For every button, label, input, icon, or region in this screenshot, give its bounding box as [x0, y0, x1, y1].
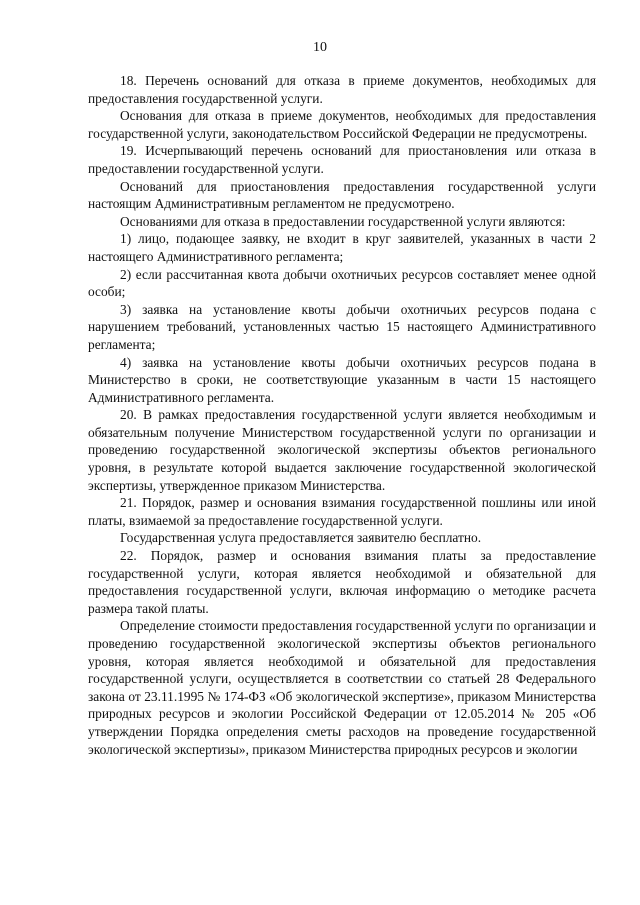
paragraph: Основания для отказа в приеме документов, необходимых для предоставления государственной услуги, законодательством Российской Федерации не предусмотрены.	[88, 108, 596, 141]
paragraph-19-heading: 19. Исчерпывающий перечень оснований для приостановления или отказа в предоставлении государственной услуги.	[88, 143, 596, 176]
document-body	[88, 72, 596, 758]
list-item: 3) заявка на установление квоты добычи охотничьих ресурсов подана с нарушением требований, установленных частью 15 настоящего Административного регламента;	[88, 301, 596, 352]
list-item: 2) если рассчитанная квота добычи охотничьих ресурсов составляет менее одной особи;	[88, 266, 596, 300]
list-item: 1) лицо, подающее заявку, не входит в круг заявителей, указанных в части 2 настоящего Административного регламента;	[88, 231, 596, 264]
paragraph-20: 20. В рамках предоставления государственной услуги является необходимым и обязательным получение Министерством государственной услуги по организации и проведению государственной экологической экспертизы объектов регионального уровня, в результате которой выдается заключение государственной экологической экспертизы, утвержденное приказом Министерства.	[88, 407, 596, 493]
paragraph: Государственная услуга предоставляется заявителю бесплатно.	[120, 530, 482, 546]
paragraph: Основаниями для отказа в предоставлении государственной услуги являются:	[120, 213, 566, 229]
page-number: 10	[313, 40, 327, 55]
paragraph-22-heading: 22. Порядок, размер и основания взимания платы за предоставление государственной услуги, которая является необходимой и обязательной для предоставления государственной услуги, включая информацию о методике расчета размера такой платы.	[88, 548, 596, 616]
list-item: 4) заявка на установление квоты добычи охотничьих ресурсов подана в Министерство в сроки, не соответствующие указанным в части 15 настоящего Административного регламента.	[88, 354, 596, 405]
paragraph-21-heading: 21. Порядок, размер и основания взимания государственной пошлины или иной платы, взимаемой за предоставление государственной услуги.	[88, 495, 596, 528]
paragraph-18-heading: 18. Перечень оснований для отказа в приеме документов, необходимых для предоставления государственной услуги.	[88, 73, 596, 106]
paragraph: Оснований для приостановления предоставления государственной услуги настоящим Административным регламентом не предусмотрено.	[88, 178, 596, 212]
paragraph: Определение стоимости предоставления государственной услуги по организации и проведению государственной экологической экспертизы объектов регионального уровня, которая является необходимой и обязательной для предоставления государственной услуги, осуществляется в соответствии со статьей 28 Федерального закона от 23.11.1995 № 174-ФЗ «Об экологической экспертизе», приказом Министерства природных ресурсов и экологии Российской Федерации от 12.05.2014 № 205 «Об утверждении Порядка определения сметы расходов на проведение государственной экологической экспертизы», приказом Министерства природных ресурсов и экологии	[88, 618, 596, 757]
